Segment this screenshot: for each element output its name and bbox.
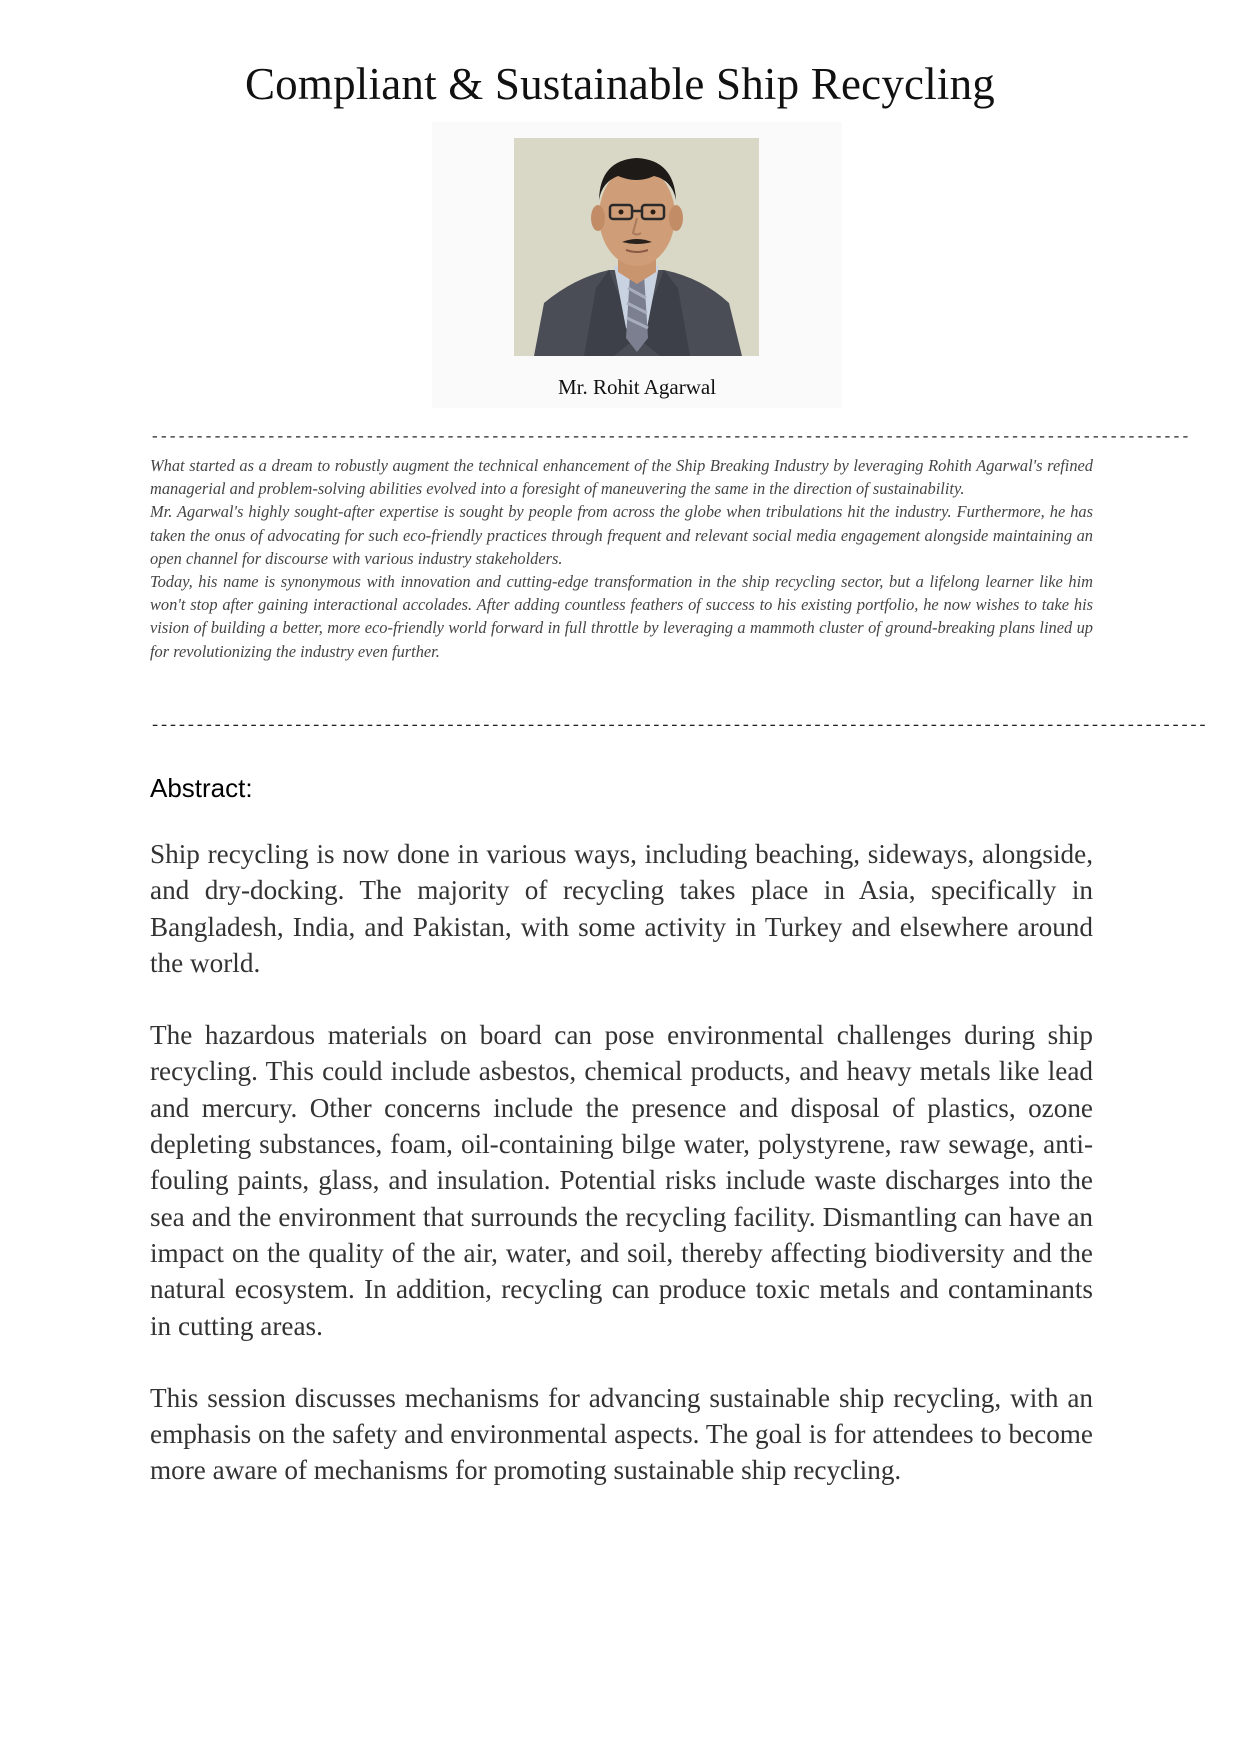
abstract-heading: Abstract:	[150, 773, 253, 803]
abstract-paragraph: Ship recycling is now done in various ways, including beaching, sideways, alongside, and dry-docking. The majority of recycling takes place in Asia, specifically in Bangladesh, India, and Pakistan, with some activity in Turkey and elsewhere around the world.	[150, 839, 1093, 978]
speaker-name: Mr. Rohit Agarwal	[557, 375, 717, 399]
bio-paragraph: Today, his name is synonymous with innovation and cutting-edge transformation in the ship recycling sector, but a lifelong learner like him won't stop after gaining interactional accolades. After adding countless feathers of success to his existing portfolio, he now wishes to take his vision of building a better, more eco-friendly world forward in full throttle by leveraging a mammoth cluster of ground-breaking plans lined up for revolutionizing the industry even further.	[150, 572, 1093, 661]
abstract-paragraph: The hazardous materials on board can pose environmental challenges during ship recycling. This could include asbestos, chemical products, and heavy metals like lead and mercury. Other concerns include the presence and disposal of plastics, ozone depleting substances, foam, oil-containing bilge water, polystyrene, raw sewage, anti-fouling paints, glass, and insulation. Potential risks include waste discharges into the sea and the environment that surrounds the recycling facility. Dismantling can have an impact on the quality of the air, water, and soil, thereby affecting biodiversity and the natural ecosystem. In addition, recycling can produce toxic metals and contaminants in cutting areas.	[150, 1020, 1093, 1341]
bio-paragraph: What started as a dream to robustly augment the technical enhancement of the Ship Breaking Industry by leveraging Rohith Agarwal's refined managerial and problem-solving abilities evolved into a foresight of maneuvering the same in the direction of sustainability.	[150, 456, 1093, 499]
divider-bottom: ----------------------------------------------------------------------------------------------------------------------	[150, 717, 1207, 736]
speaker-photo-frame	[432, 122, 842, 408]
abstract-body	[150, 836, 1093, 1525]
page-title: Compliant & Sustainable Ship Recycling	[244, 59, 996, 109]
bio-paragraph: Mr. Agarwal's highly sought-after expertise is sought by people from across the globe when tribulations hit the industry. Furthermore, he has taken the onus of advocating for such eco-friendly practices through frequent and relevant social media engagement alongside maintaining an open channel for discourse with various industry stakeholders.	[150, 502, 1093, 568]
abstract-paragraph: This session discusses mechanisms for advancing sustainable ship recycling, with an emphasis on the safety and environmental aspects. The goal is for attendees to become more aware of mechanisms for promoting sustainable ship recycling.	[150, 1382, 1093, 1486]
speaker-portrait	[514, 138, 759, 356]
speaker-bio	[150, 454, 1093, 663]
divider-top: --------------------------------------------------------------------------------------------------------------------	[150, 428, 1190, 446]
